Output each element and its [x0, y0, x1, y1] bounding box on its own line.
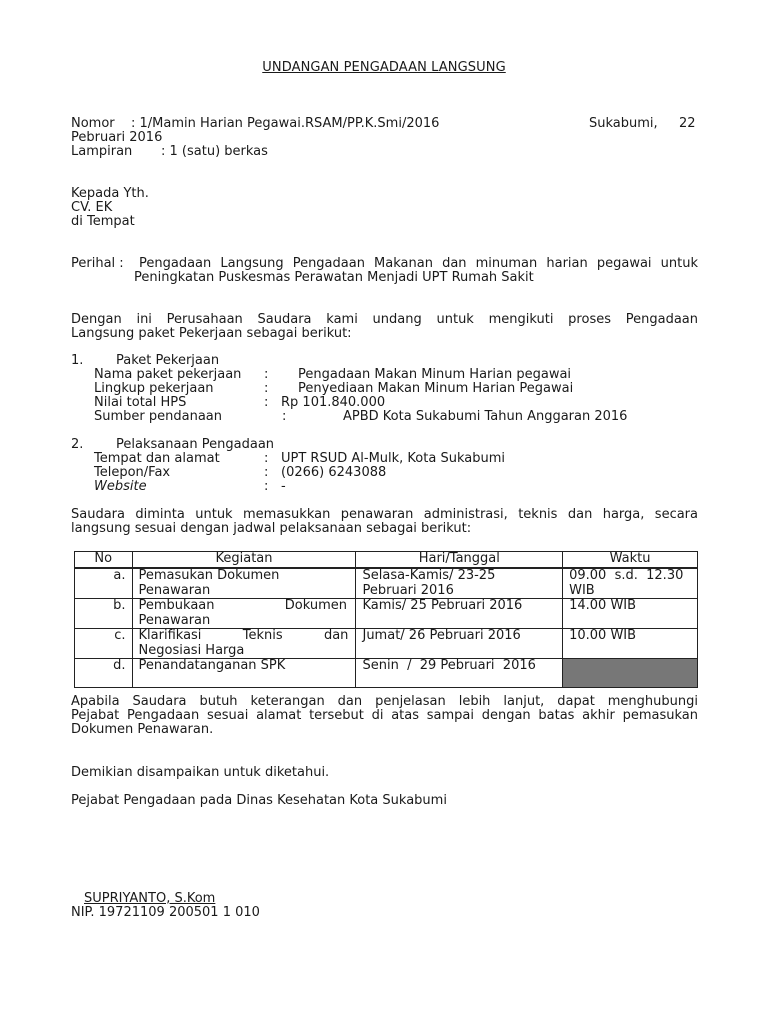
section-1-value-lingkup: Penyediaan Makan Minum Harian Pegawai: [298, 381, 574, 396]
cell-hari-tanggal: [356, 629, 563, 659]
nomor-label: Nomor: [71, 116, 115, 131]
section-1-sep: :: [282, 409, 287, 424]
cell-waktu: [563, 568, 698, 599]
cell-line: 09.00 s.d. 12.30: [569, 568, 684, 583]
cell-no: a.: [75, 568, 133, 599]
perihal-line-2: Peningkatan Puskesmas Perawatan Menjadi UPT Rumah Sakit: [134, 270, 534, 285]
table-row: [75, 568, 698, 599]
section-2-label-tempat: Tempat dan alamat: [94, 451, 220, 466]
letter-date-day: 22: [679, 116, 696, 131]
table-row: [75, 659, 698, 688]
column-header-hari-tanggal: Hari/Tanggal: [356, 552, 563, 569]
cell-line: Pebruari 2016: [362, 582, 454, 598]
section-2-sep: :: [264, 479, 269, 494]
column-header-no: No: [75, 552, 133, 569]
cell-line: Negosiasi Harga: [138, 642, 245, 658]
cell-line: Penawaran: [138, 582, 211, 598]
lampiran-label: Lampiran: [71, 144, 133, 159]
recipient-salutation: Kepada Yth.: [71, 186, 149, 201]
cell-line: Selasa-Kamis/ 23-25: [362, 568, 496, 583]
recipient-location: di Tempat: [71, 214, 135, 229]
schedule-table: [74, 551, 698, 688]
intro-line-2: Langsung paket Pekerjaan sebagai berikut:: [71, 326, 352, 341]
cell-line: Klarifikasi Teknis dan: [138, 628, 349, 643]
section-2-heading: Pelaksanaan Pengadaan: [116, 437, 275, 452]
section-2-value-tempat: UPT RSUD Al-Mulk, Kota Sukabumi: [281, 451, 505, 466]
section-1-sep: :: [264, 395, 269, 410]
cell-waktu: [563, 599, 698, 629]
perihal-line-1: Pengadaan Langsung Pengadaan Makanan dan minuman harian pegawai untuk: [139, 256, 698, 271]
letter-place: Sukabumi,: [589, 116, 658, 131]
section-2-value-website: -: [281, 479, 286, 494]
section-2-label-website: Website: [94, 479, 147, 494]
contact-line-2: Pejabat Pengadaan sesuai alamat tersebut di atas sampai dengan batas akhir pemasukan: [71, 708, 698, 723]
cell-line: Penandatanganan SPK: [138, 658, 286, 673]
cell-no: b.: [75, 599, 133, 629]
signatory-organization: Pejabat Pengadaan pada Dinas Kesehatan Kota Sukabumi: [71, 793, 447, 808]
table-row: [75, 599, 698, 629]
contact-line-1: Apabila Saudara butuh keterangan dan penjelasan lebih lanjut, dapat menghubungi: [71, 694, 698, 709]
cell-kegiatan: [132, 568, 356, 599]
column-header-kegiatan: Kegiatan: [132, 552, 356, 569]
section-1-value-nama-paket: Pengadaan Makan Minum Harian pegawai: [298, 367, 572, 382]
section-1-label-lingkup: Lingkup pekerjaan: [94, 381, 214, 396]
cell-line: 10.00 WIB: [569, 628, 637, 643]
document-title: UNDANGAN PENGADAAN LANGSUNG: [262, 60, 506, 75]
signatory-name: SUPRIYANTO, S.Kom: [84, 891, 216, 906]
section-1-number: 1.: [71, 353, 84, 368]
section-2-value-telepon: (0266) 6243088: [281, 465, 387, 480]
section-2-sep: :: [264, 451, 269, 466]
section-2-sep: :: [264, 465, 269, 480]
cell-line: WIB: [569, 582, 595, 598]
schedule-intro-line-2: langsung sesuai dengan jadwal pelaksanaan sebagai berikut:: [71, 521, 472, 536]
closing-text: Demikian disampaikan untuk diketahui.: [71, 765, 330, 780]
nomor-value: : 1/Mamin Harian Pegawai.RSAM/PP.K.Smi/2016: [131, 116, 440, 131]
section-1-label-nama-paket: Nama paket pekerjaan: [94, 367, 242, 382]
cell-hari-tanggal: [356, 659, 563, 688]
section-1-heading: Paket Pekerjaan: [116, 353, 220, 368]
cell-line: Pembukaan Dokumen: [138, 598, 347, 613]
recipient-company: CV. EK: [71, 200, 113, 215]
intro-line-1: Dengan ini Perusahaan Saudara kami undang untuk mengikuti proses Pengadaan: [71, 312, 698, 327]
schedule-intro-line-1: Saudara diminta untuk memasukkan penawaran administrasi, teknis dan harga, secara: [71, 507, 698, 522]
cell-no: c.: [75, 629, 133, 659]
cell-kegiatan: [132, 629, 356, 659]
cell-hari-tanggal: [356, 568, 563, 599]
section-1-value-nilai-hps: Rp 101.840.000: [281, 395, 386, 410]
cell-line: Pemasukan Dokumen: [138, 568, 280, 583]
cell-waktu-shaded: [563, 659, 698, 688]
table-row: [75, 629, 698, 659]
section-1-label-sumber-dana: Sumber pendanaan: [94, 409, 223, 424]
cell-no: d.: [75, 659, 133, 688]
signatory-nip: NIP. 19721109 200501 1 010: [71, 905, 260, 920]
letter-date-month-year: Pebruari 2016: [71, 130, 163, 145]
contact-line-3: Dokumen Penawaran.: [71, 722, 214, 737]
cell-line: Penawaran: [138, 612, 211, 628]
section-1-sep: :: [264, 367, 269, 382]
cell-kegiatan: [132, 659, 356, 688]
cell-line: Senin / 29 Pebruari 2016: [362, 658, 536, 673]
perihal-label: Perihal :: [71, 256, 124, 271]
section-2-label-telepon: Telepon/Fax: [94, 465, 171, 480]
cell-waktu: [563, 629, 698, 659]
table-header-row: [75, 552, 698, 569]
section-1-value-sumber-dana: APBD Kota Sukabumi Tahun Anggaran 2016: [343, 409, 628, 424]
lampiran-value: : 1 (satu) berkas: [161, 144, 268, 159]
section-2-number: 2.: [71, 437, 84, 452]
section-1-label-nilai-hps: Nilai total HPS: [94, 395, 187, 410]
cell-kegiatan: [132, 599, 356, 629]
cell-hari-tanggal: [356, 599, 563, 629]
cell-line: Kamis/ 25 Pebruari 2016: [362, 598, 523, 613]
cell-line: 14.00 WIB: [569, 598, 637, 613]
cell-line: Jumat/ 26 Pebruari 2016: [362, 628, 521, 643]
column-header-waktu: Waktu: [563, 552, 698, 569]
section-1-sep: :: [264, 381, 269, 396]
